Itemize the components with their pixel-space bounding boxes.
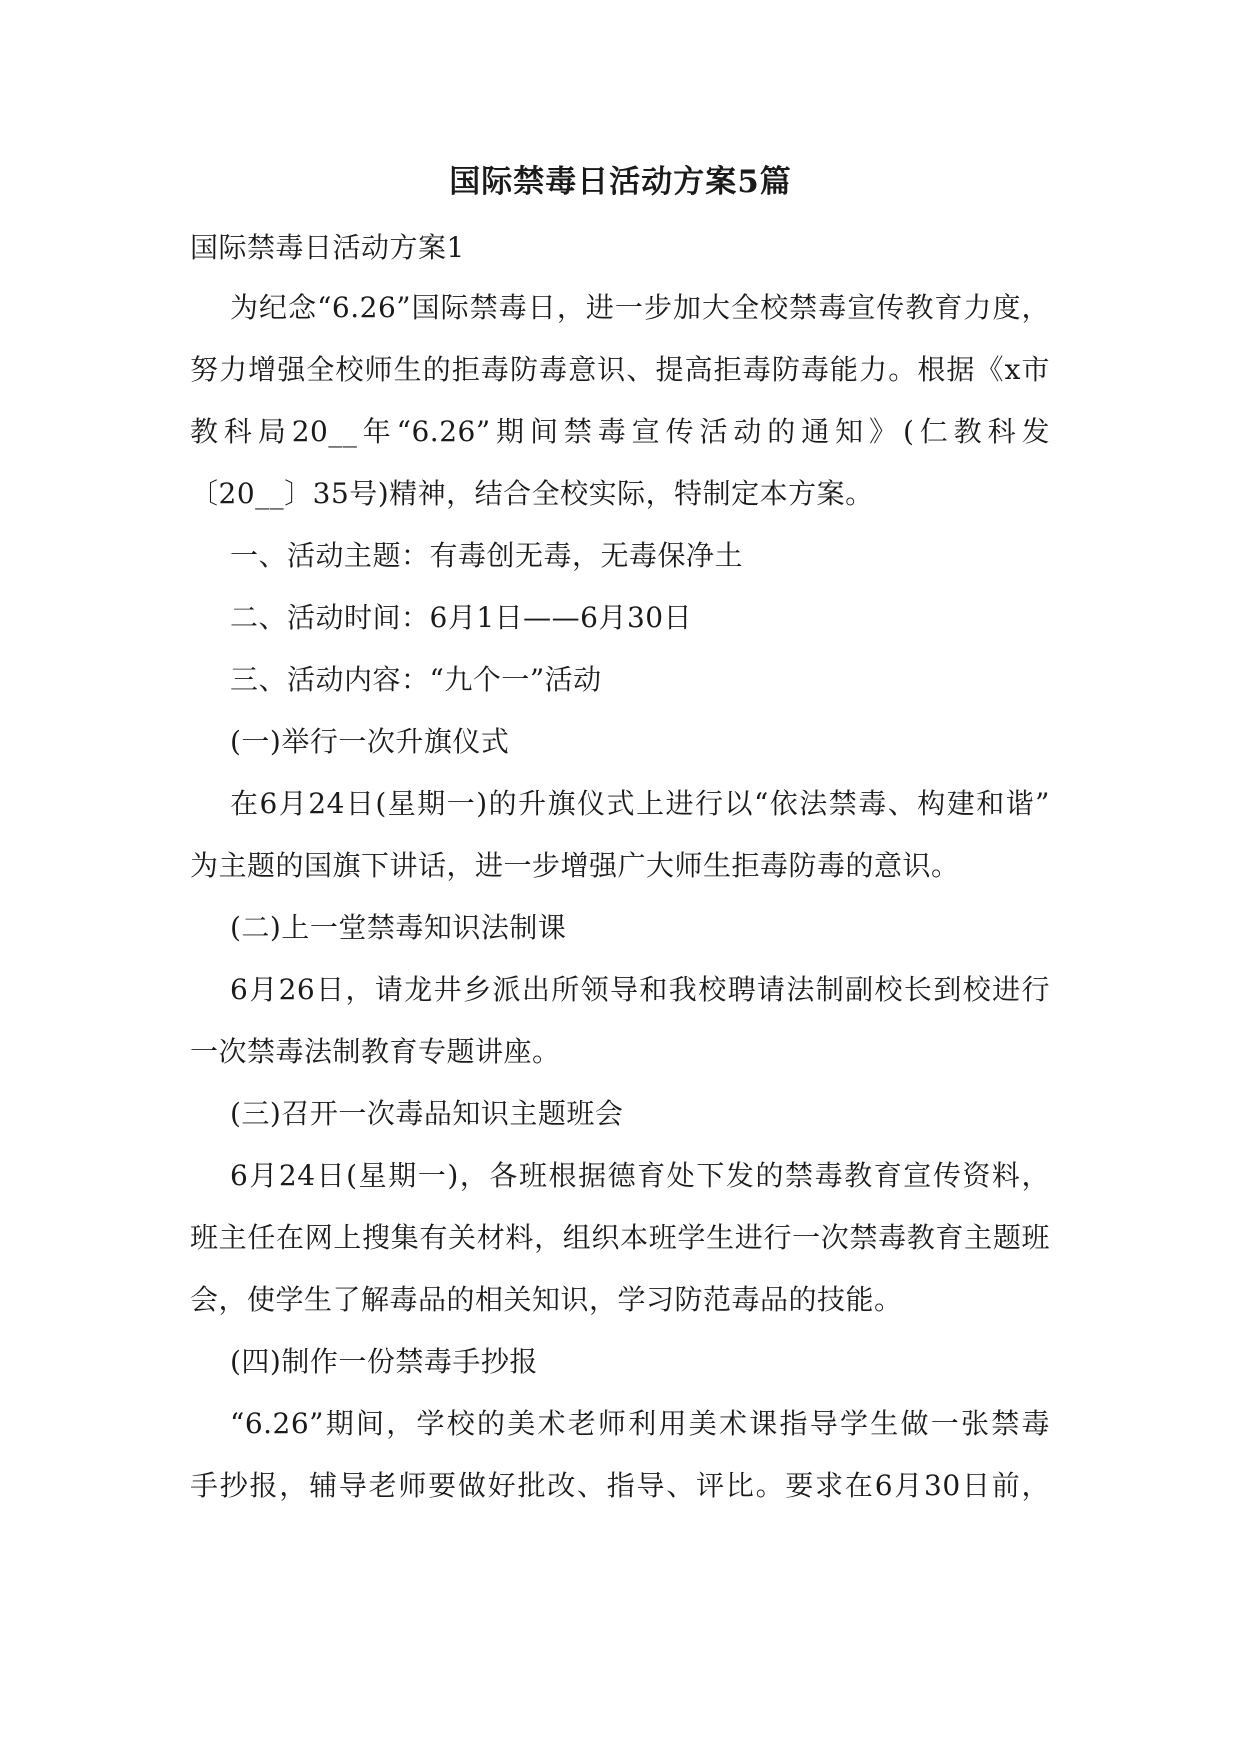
paragraph-line: 〔20__〕35号)精神，结合全校实际，特制定本方案。 — [190, 477, 874, 510]
paragraph-line: 一次禁毒法制教育专题讲座。 — [190, 1035, 561, 1068]
subsection-heading: (三)召开一次毒品知识主题班会 — [230, 1097, 624, 1130]
list-item-time: 二、活动时间：6月1日——6月30日 — [230, 601, 693, 634]
document-title: 国际禁毒日活动方案5篇 — [449, 164, 792, 200]
paragraph-line: 6月26日，请龙井乡派出所领导和我校聘请法制副校长到校进行 — [230, 973, 1050, 1006]
paragraph-line: 为纪念“6.26”国际禁毒日，进一步加大全校禁毒宣传教育力度， — [230, 291, 1050, 324]
subsection-heading: (二)上一堂禁毒知识法制课 — [230, 911, 567, 944]
paragraph-line: 班主任在网上搜集有关材料，组织本班学生进行一次禁毒教育主题班 — [190, 1221, 1050, 1254]
subsection-heading: (四)制作一份禁毒手抄报 — [230, 1345, 538, 1378]
paragraph-line: 6月24日(星期一)，各班根据德育处下发的禁毒教育宣传资料， — [230, 1159, 1050, 1192]
paragraph-line: 在6月24日(星期一)的升旗仪式上进行以“依法禁毒、构建和谐” — [230, 787, 1050, 820]
subsection-heading: (一)举行一次升旗仪式 — [230, 725, 510, 758]
paragraph-line: 为主题的国旗下讲话，进一步增强广大师生拒毒防毒的意识。 — [190, 849, 960, 882]
list-item-content: 三、活动内容：“九个一”活动 — [230, 663, 602, 696]
list-item-theme: 一、活动主题：有毒创无毒，无毒保净土 — [230, 539, 744, 572]
paragraph-line: 手抄报，辅导老师要做好批改、指导、评比。要求在6月30日前， — [190, 1469, 1050, 1502]
paragraph-line: “6.26”期间，学校的美术老师利用美术课指导学生做一张禁毒 — [230, 1407, 1050, 1440]
paragraph-line: 会，使学生了解毒品的相关知识，学习防范毒品的技能。 — [190, 1283, 903, 1316]
paragraph-line: 教科局20__年“6.26”期间禁毒宣传活动的通知》(仁教科发 — [190, 415, 1050, 448]
section-heading-1: 国际禁毒日活动方案1 — [190, 231, 465, 264]
paragraph-line: 努力增强全校师生的拒毒防毒意识、提高拒毒防毒能力。根据《x市 — [190, 353, 1050, 386]
